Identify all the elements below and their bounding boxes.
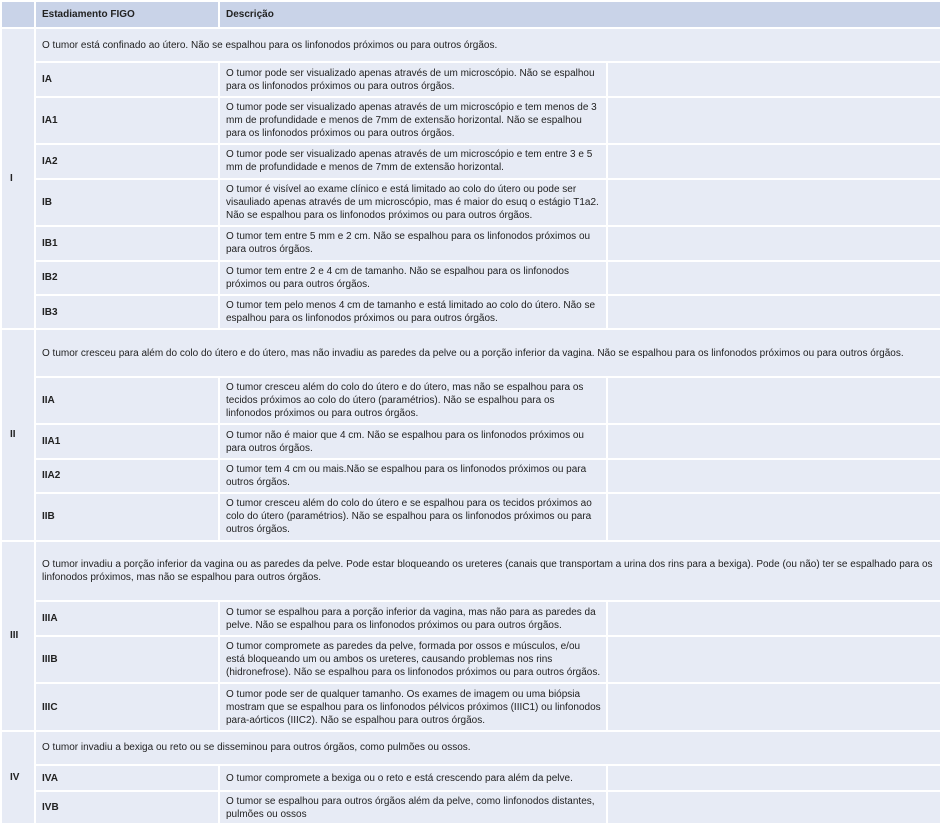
substage-code: IIA — [35, 377, 219, 425]
description-spacer — [607, 144, 940, 178]
substage-description: O tumor se espalhou para outros órgãos além da pelve, como linfonodos distantes, pulmões ou ossos — [219, 791, 607, 824]
substage-description: O tumor tem entre 2 e 4 cm de tamanho. Não se espalhou para os linfonodos próximos ou para outros órgãos. — [219, 261, 607, 295]
description-spacer — [607, 97, 940, 145]
substage-description: O tumor não é maior que 4 cm. Não se espalhou para os linfonodos próximos ou para outros órgãos. — [219, 424, 607, 458]
header-empty-cell — [1, 1, 35, 28]
substage-description: O tumor cresceu além do colo do útero e do útero, mas não se espalhou para os tecidos próximos ao colo do útero (paramétrios). Não se espalhou para os linfonodos próximos ou para outros órgãos. — [219, 377, 607, 425]
header-row — [1, 1, 940, 28]
stage-summary: O tumor invadiu a porção inferior da vagina ou as paredes da pelve. Pode estar bloqueando os ureteres (canais que transportam a urina dos rins para a bexiga). Pode (ou não) ter se espalhado para os linfonodos próximos, mas não se espalhou para outros órgãos. — [35, 541, 940, 602]
stage-summary-row — [1, 731, 940, 765]
stage-summary-row — [1, 541, 940, 602]
substage-row — [1, 459, 940, 493]
substage-description: O tumor se espalhou para a porção inferior da vagina, mas não para as paredes da pelve. Não se espalhou para os linfonodos próximos ou para outros órgãos. — [219, 601, 607, 635]
substage-description: O tumor pode ser visualizado apenas através de um microscópio e tem menos de 3 mm de profundidade e menos de 7mm de extensão horizontal. Não se espalhou para os linfonodos próximos ou para outros órgãos. — [219, 97, 607, 145]
substage-row — [1, 97, 940, 145]
substage-row — [1, 683, 940, 731]
description-spacer — [607, 377, 940, 425]
substage-description: O tumor tem pelo menos 4 cm de tamanho e está limitado ao colo do útero. Não se espalhou para os linfonodos próximos ou para outros órgãos. — [219, 295, 607, 329]
substage-row — [1, 144, 940, 178]
substage-description: O tumor pode ser visualizado apenas através de um microscópio. Não se espalhou para os linfonodos próximos ou para outros órgãos. — [219, 62, 607, 96]
substage-description: O tumor compromete a bexiga ou o reto e está crescendo para além da pelve. — [219, 765, 607, 791]
stage-label: I — [1, 28, 35, 329]
description-spacer — [607, 179, 940, 227]
substage-row — [1, 62, 940, 96]
substage-code: IA1 — [35, 97, 219, 145]
stage-summary: O tumor cresceu para além do colo do útero e do útero, mas não invadiu as paredes da pelve ou a porção inferior da vagina. Não se espalhou para os linfonodos próximos ou para outros órgãos. — [35, 329, 940, 377]
substage-row — [1, 377, 940, 425]
substage-row — [1, 636, 940, 684]
substage-code: IB1 — [35, 226, 219, 260]
substage-row — [1, 601, 940, 635]
stage-summary: O tumor invadiu a bexiga ou reto ou se disseminou para outros órgãos, como pulmões ou ossos. — [35, 731, 940, 765]
stage-summary-row — [1, 28, 940, 62]
description-spacer — [607, 683, 940, 731]
substage-code: IIA1 — [35, 424, 219, 458]
substage-code: IB — [35, 179, 219, 227]
substage-row — [1, 791, 940, 824]
description-spacer — [607, 62, 940, 96]
description-spacer — [607, 601, 940, 635]
description-spacer — [607, 226, 940, 260]
header-description: Descrição — [219, 1, 940, 28]
table-body — [1, 28, 940, 824]
description-spacer — [607, 261, 940, 295]
description-spacer — [607, 636, 940, 684]
substage-row — [1, 295, 940, 329]
description-spacer — [607, 493, 940, 541]
substage-description: O tumor tem entre 5 mm e 2 cm. Não se espalhou para os linfonodos próximos ou para outros órgãos. — [219, 226, 607, 260]
substage-description: O tumor compromete as paredes da pelve, formada por ossos e músculos, e/ou está bloqueando um ou ambos os ureteres, causando problemas nos rins (hidronefrose). Não se espalhou para os linfonodos próximos ou para outros órgãos. — [219, 636, 607, 684]
substage-description: O tumor pode ser visualizado apenas através de um microscópio e tem entre 3 e 5 mm de profundidade e menos de 7mm de extensão horizontal. — [219, 144, 607, 178]
substage-row — [1, 261, 940, 295]
stage-summary-row — [1, 329, 940, 377]
substage-row — [1, 179, 940, 227]
stage-summary: O tumor está confinado ao útero. Não se espalhou para os linfonodos próximos ou para outros órgãos. — [35, 28, 940, 62]
substage-code: IIB — [35, 493, 219, 541]
substage-row — [1, 765, 940, 791]
substage-row — [1, 493, 940, 541]
substage-description: O tumor tem 4 cm ou mais.Não se espalhou para os linfonodos próximos ou para outros órgãos. — [219, 459, 607, 493]
description-spacer — [607, 791, 940, 824]
stage-label: II — [1, 329, 35, 540]
substage-code: IVB — [35, 791, 219, 824]
substage-description: O tumor cresceu além do colo do útero e se espalhou para os tecidos próximos ao colo do útero (paramétrios). Não se espalhou para os linfonodos próximos ou para outros órgãos. — [219, 493, 607, 541]
substage-description: O tumor pode ser de qualquer tamanho. Os exames de imagem ou uma biópsia mostram que se espalhou para os linfonodos pélvicos próximos (IIIC1) ou linfonodos para-aórticos (IIIC2). Não se espalhou para outros órgãos. — [219, 683, 607, 731]
substage-code: IA2 — [35, 144, 219, 178]
substage-code: IIA2 — [35, 459, 219, 493]
substage-code: IIIC — [35, 683, 219, 731]
substage-code: IB3 — [35, 295, 219, 329]
substage-code: IB2 — [35, 261, 219, 295]
substage-code: IIIA — [35, 601, 219, 635]
description-spacer — [607, 424, 940, 458]
substage-code: IVA — [35, 765, 219, 791]
substage-code: IA — [35, 62, 219, 96]
description-spacer — [607, 295, 940, 329]
description-spacer — [607, 765, 940, 791]
header-stage: Estadiamento FIGO — [35, 1, 219, 28]
stage-label: III — [1, 541, 35, 731]
substage-row — [1, 226, 940, 260]
substage-code: IIIB — [35, 636, 219, 684]
substage-row — [1, 424, 940, 458]
description-spacer — [607, 459, 940, 493]
stage-label: IV — [1, 731, 35, 824]
substage-description: O tumor é visível ao exame clínico e está limitado ao colo do útero ou pode ser visauliado apenas através de um microscópio, mas é maior do esuq o estágio T1a2. Não se espalhou para os linfonodos próximos ou para outros órgãos. — [219, 179, 607, 227]
